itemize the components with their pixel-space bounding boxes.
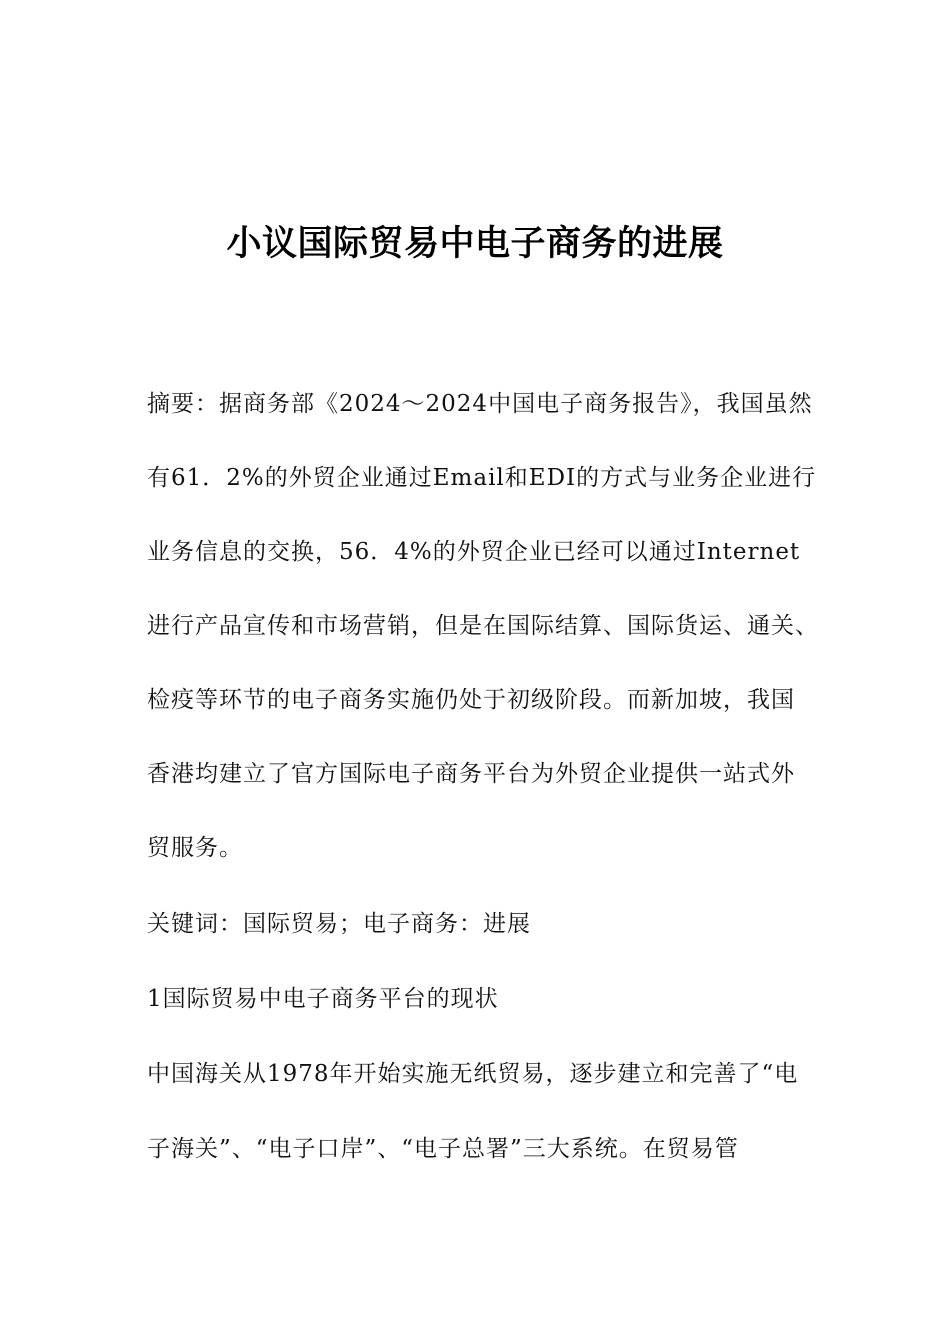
abstract-line: 进行产品宣传和市场营销，但是在国际结算、国际货运、通关、 (147, 613, 819, 639)
abstract-line: 业务信息的交换，56．4%的外贸企业已经可以通过Internet (147, 539, 801, 565)
keywords-line: 关键词：国际贸易；电子商务：进展 (147, 911, 531, 937)
abstract-line: 贸服务。 (147, 835, 243, 861)
body-line: 中国海关从1978年开始实施无纸贸易，逐步建立和完善了“电 (147, 1061, 799, 1087)
abstract-line: 香港均建立了官方国际电子商务平台为外贸企业提供一站式外 (147, 761, 795, 787)
body-line: 子海关”、“电子口岸”、“电子总署”三大系统。在贸易管 (147, 1136, 739, 1162)
abstract-line: 摘要：据商务部《2024～2024中国电子商务报告》，我国虽然 (147, 391, 813, 417)
document-title: 小议国际贸易中电子商务的进展 (226, 224, 724, 264)
abstract-line: 有61．2%的外贸企业通过Email和EDI的方式与业务企业进行 (147, 465, 817, 491)
section-heading: 1国际贸易中电子商务平台的现状 (147, 986, 499, 1012)
abstract-line: 检疫等环节的电子商务实施仍处于初级阶段。而新加坡，我国 (147, 687, 795, 713)
